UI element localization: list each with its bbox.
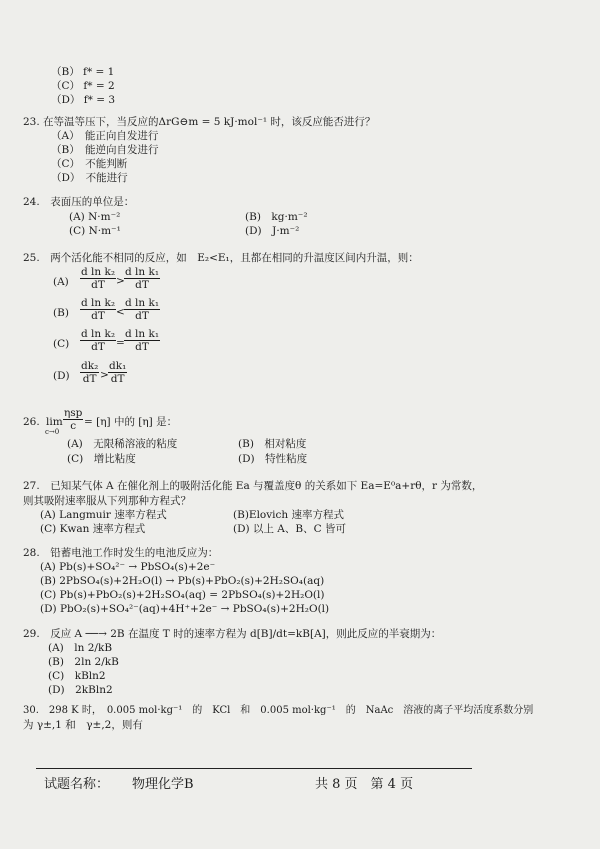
q26-rest: = [η] 中的 [η] 是： <box>84 416 178 428</box>
q25-d-right-fraction: $\frac{\text{dk₁}}{dT}$ <box>109 360 127 385</box>
q29-option-a: (A) ln 2/kB <box>48 642 113 654</box>
footer-label: 试题名称： <box>44 777 110 792</box>
q25-label-a: (A) <box>53 276 69 288</box>
q27-line1: 27. 已知某气体 A 在催化剂上的吸附活化能 Ea 与覆盖度θ 的关系如下 Ea=E⁰a+rθ，r 为常数， <box>23 480 483 492</box>
q25-b-left-fraction: $\frac{\text{d ln k₂}}{dT}$ <box>81 297 116 322</box>
footer-divider <box>36 768 472 769</box>
footer-subject: 物理化学B <box>132 777 194 792</box>
q24-option-b: (B) kg·m⁻² <box>245 211 308 223</box>
q25-label-d: (D) <box>53 370 70 382</box>
q26-option-c: (C) 增比粘度 <box>67 453 136 465</box>
q23-option-b: （B） 能逆向自发进行 <box>51 144 159 156</box>
q30-line2: 为 γ±,1 和 γ±,2，则有 <box>23 719 143 731</box>
q28-option-d: (D) PbO₂(s)+SO₄²⁻(aq)+4H⁺+2e⁻ → PbSO₄(s)+2H₂O(l) <box>40 603 330 615</box>
q24-option-a: (A) N·m⁻² <box>69 211 121 223</box>
q27-option-c: (C) Kwan 速率方程式 <box>40 523 146 535</box>
q27-option-b: (B)Elovich 速率方程式 <box>233 509 345 521</box>
q23-option-a: （A） 能正向自发进行 <box>51 130 159 142</box>
q25-label-b: (B) <box>53 307 69 319</box>
q24-stem: 24. 表面压的单位是： <box>23 196 135 208</box>
q23-option-d: （D） 不能进行 <box>51 172 128 184</box>
prev-option-d: （D） f* = 3 <box>51 94 116 106</box>
prev-option-b: （B） f* = 1 <box>51 66 115 78</box>
q29-option-d: (D) 2kBln2 <box>48 684 113 696</box>
q28-option-c: (C) Pb(s)+PbO₂(s)+2H₂SO₄(aq) = 2PbSO₄(s)+2H₂O(l) <box>40 589 325 601</box>
q25-c-right-fraction: $\frac{\text{d ln k₁}}{dT}$ <box>125 328 160 353</box>
q24-option-d: (D) J·m⁻² <box>245 225 300 237</box>
q28-option-b: (B) 2PbSO₄(s)+2H₂O(l) → Pb(s)+PbO₂(s)+2H₂SO₄(aq) <box>40 575 325 587</box>
q24-option-c: (C) N·m⁻¹ <box>69 225 121 237</box>
q25-a-left-fraction: $\frac{\text{d ln k₂}}{dT}$ <box>81 266 116 291</box>
q27-option-a: (A) Langmuir 速率方程式 <box>40 509 167 521</box>
q27-option-d: (D) 以上 A、B、C 皆可 <box>233 523 346 535</box>
q25-a-operator: > <box>116 275 125 287</box>
q25-c-left-fraction: $\frac{\text{d ln k₂}}{dT}$ <box>81 328 116 353</box>
q25-b-operator: < <box>116 306 125 318</box>
q25-stem: 25. 两个活化能不相同的反应，如 E₂<E₁，且都在相同的升温度区间内升温，则： <box>23 252 419 264</box>
q26-option-b: (B) 相对粘度 <box>238 438 307 450</box>
q29-stem: 29. 反应 A ──→ 2B 在温度 T 时的速率方程为 d[B]/dt=kB[A]，则此反应的半衰期为： <box>23 628 442 640</box>
q29-option-c: (C) kBln2 <box>48 670 106 682</box>
q25-b-right-fraction: $\frac{\text{d ln k₁}}{dT}$ <box>125 297 160 322</box>
q28-stem: 28. 铅蓄电池工作时发生的电池反应为： <box>23 547 219 559</box>
q23-stem: 23. 在等温等压下，当反应的ΔrG⊖m = 5 kJ·mol⁻¹ 时，该反应能否进行？ <box>23 116 376 128</box>
q27-line2: 则其吸附速率服从下列那种方程式？ <box>23 495 191 507</box>
q25-label-c: (C) <box>53 338 70 350</box>
q26-number: 26. <box>23 416 40 428</box>
q25-c-operator: = <box>116 337 125 349</box>
q23-option-c: （C） 不能判断 <box>51 158 128 170</box>
q28-option-a: (A) Pb(s)+SO₄²⁻ → PbSO₄(s)+2e⁻ <box>40 561 216 573</box>
q26-option-a: (A) 无限稀溶液的粘度 <box>67 438 178 450</box>
q26-option-d: (D) 特性粘度 <box>238 453 308 465</box>
q25-d-operator: > <box>100 369 109 381</box>
q30-line1: 30. 298 K 时， 0.005 mol·kg⁻¹ 的 KCl 和 0.005 mol·kg⁻¹ 的 NaAc 溶液的离子平均活度系数分别 <box>23 705 534 716</box>
q26-fraction: ηsp c <box>64 407 83 432</box>
q25-a-right-fraction: $\frac{\text{d ln k₁}}{dT}$ <box>125 266 160 291</box>
prev-option-c: （C） f* = 2 <box>51 80 115 92</box>
q25-d-left-fraction: $\frac{\text{dk₂}}{dT}$ <box>81 360 99 385</box>
q29-option-b: (B) 2ln 2/kB <box>48 656 119 668</box>
q26-lim-subscript: c→0 <box>45 428 60 436</box>
footer-pages: 共 8 页 第 4 页 <box>315 777 414 792</box>
q26-lim: lim <box>46 416 63 428</box>
